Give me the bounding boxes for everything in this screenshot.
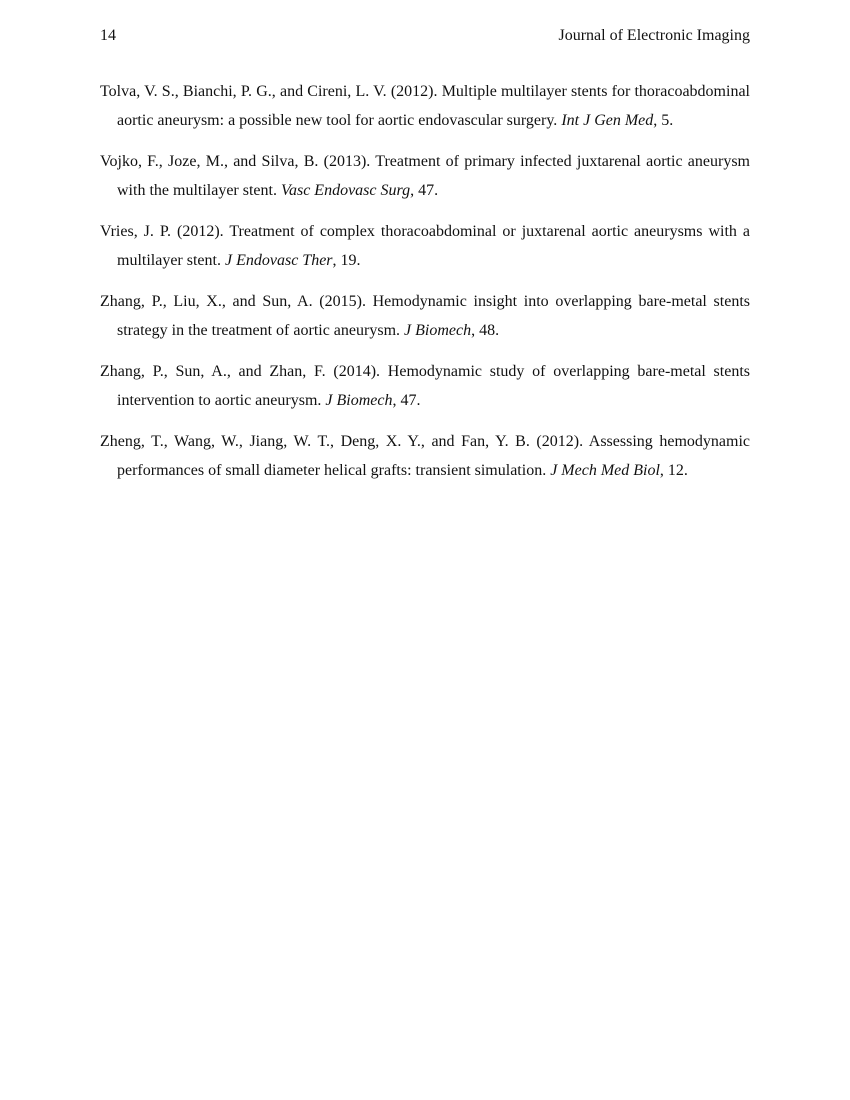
reference-journal: J Mech Med Biol (550, 461, 660, 479)
reference-text: Tolva, V. S., Bianchi, P. G., and Cireni, L. V. (2012). Multiple multilayer stents for thoracoabdominal aortic aneurysm: a possible new tool for aortic endovascular surgery. (100, 83, 750, 129)
reference-journal: J Biomech (404, 321, 472, 339)
reference-volume: , 47. (410, 181, 439, 199)
reference-item (100, 218, 750, 275)
reference-journal: J Endovasc Ther (224, 251, 333, 269)
reference-text: Vojko, F., Joze, M., and Silva, B. (2013). Treatment of primary infected juxtarenal aortic aneurysm with the multilayer stent. (100, 153, 750, 199)
reference-journal: Vasc Endovasc Surg (280, 181, 411, 199)
reference-item (100, 428, 750, 485)
reference-volume: , 12. (659, 461, 688, 479)
reference-text: Zhang, P., Sun, A., and Zhan, F. (2014). Hemodynamic study of overlapping bare-metal stents intervention to aortic aneurysm. (100, 363, 750, 409)
page-number: 14 (100, 27, 116, 44)
reference-volume: , 47. (392, 391, 421, 409)
reference-volume: , 5. (653, 111, 674, 129)
reference-volume: , 19. (332, 251, 361, 269)
reference-journal: J Biomech (325, 391, 393, 409)
reference-item (100, 358, 750, 415)
reference-text: Zheng, T., Wang, W., Jiang, W. T., Deng, X. Y., and Fan, Y. B. (2012). Assessing hemodynamic performances of small diameter helical grafts: transient simulation. (100, 433, 750, 479)
reference-volume: , 48. (471, 321, 500, 339)
reference-journal: Int J Gen Med (561, 111, 654, 129)
reference-text: Zhang, P., Liu, X., and Sun, A. (2015). Hemodynamic insight into overlapping bare-metal stents strategy in the treatment of aortic aneurysm. (100, 293, 750, 339)
page-header (100, 26, 750, 48)
reference-list (100, 78, 750, 498)
reference-item (100, 148, 750, 205)
running-head: Journal of Electronic Imaging (558, 27, 750, 44)
reference-item (100, 288, 750, 345)
reference-item (100, 78, 750, 135)
reference-text: Vries, J. P. (2012). Treatment of complex thoracoabdominal or juxtarenal aortic aneurysms with a multilayer stent. (100, 223, 750, 269)
